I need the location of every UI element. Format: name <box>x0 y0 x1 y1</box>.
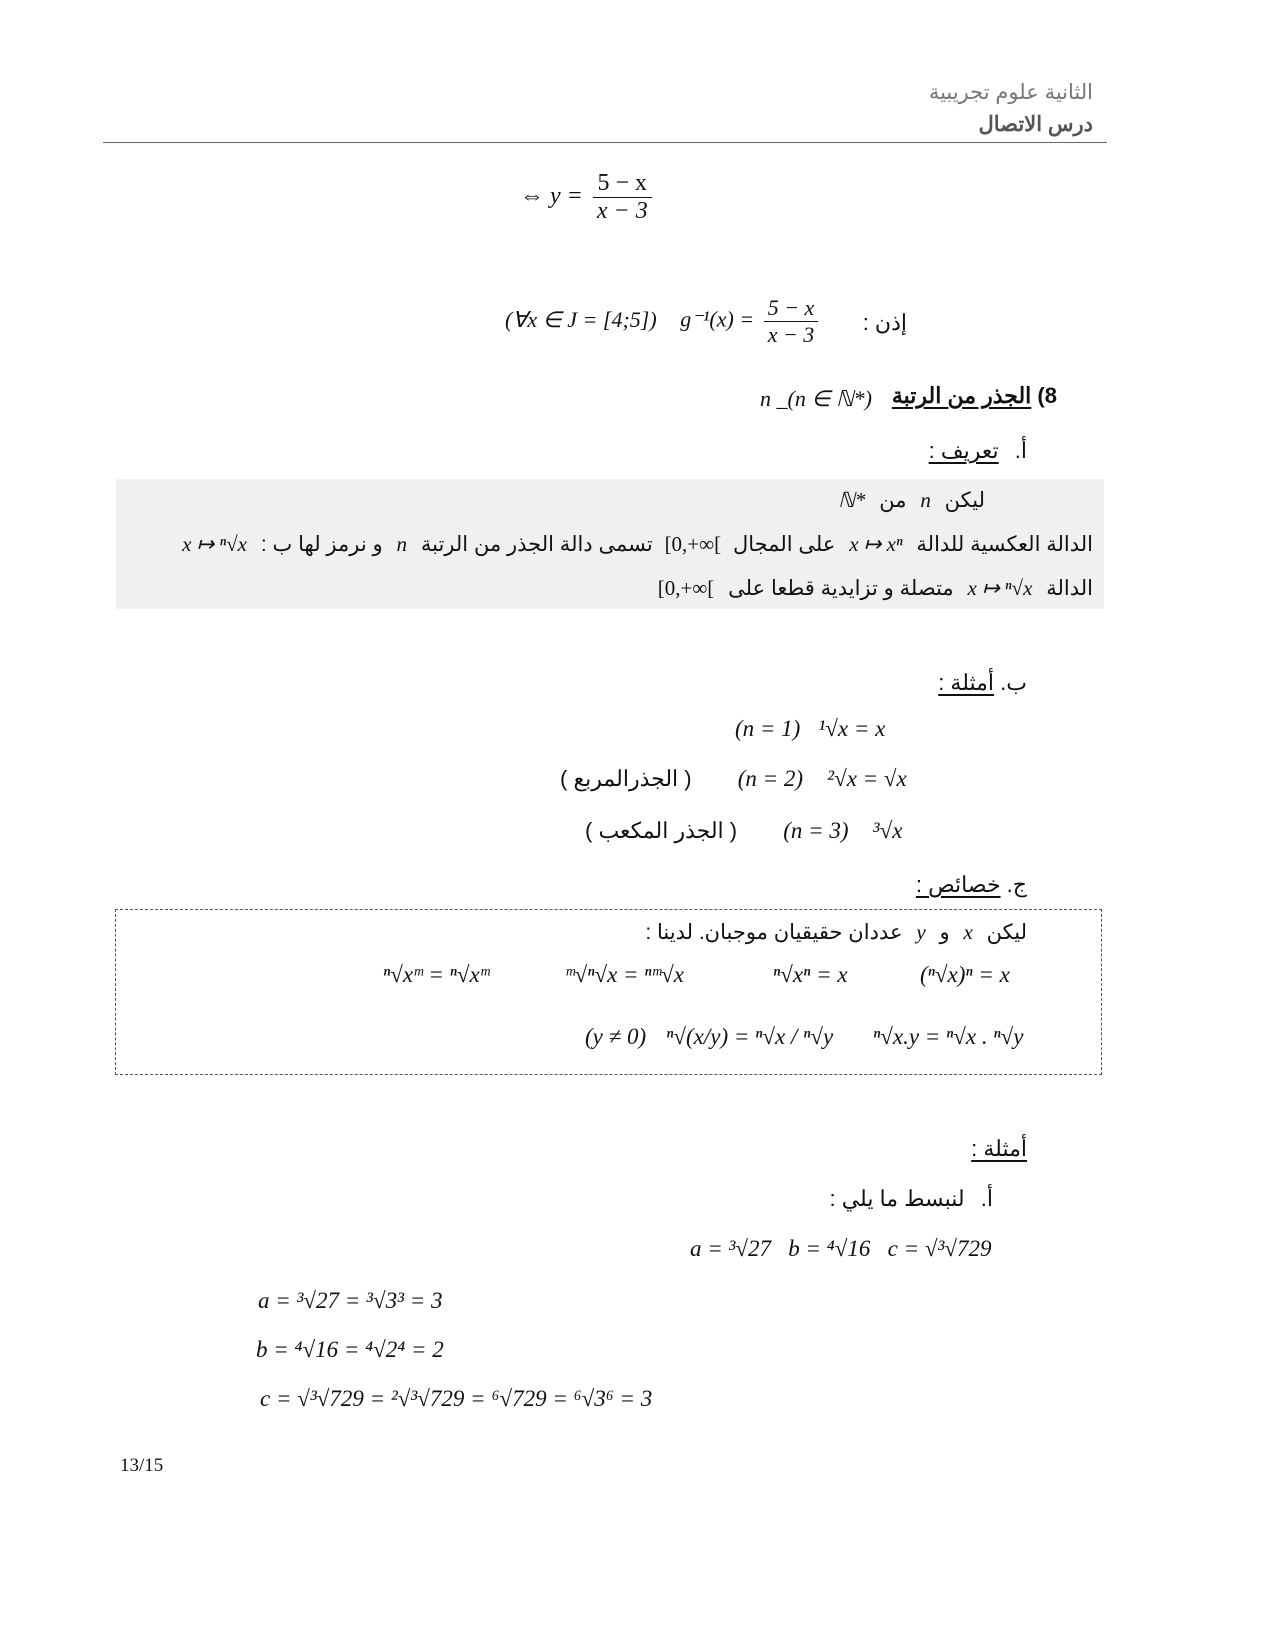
definition-heading <box>929 438 1027 464</box>
section-heading <box>892 383 1057 409</box>
examples2-given: a = ³√27 b = ⁴√16 c = √³√729 <box>690 1236 992 1261</box>
properties-heading: ج. خصائص : <box>915 872 1027 897</box>
definition-title: تعريف : <box>928 438 999 463</box>
section-math: n _(n ∈ ℕ*) <box>760 386 872 411</box>
section-title: الجذر من الرتبة <box>891 383 1032 408</box>
examples-heading: ب. أمثلة : <box>938 670 1027 695</box>
example-n3: ( الجذر المكعب ) (n = 3) ³√x <box>585 818 903 843</box>
solution-c: c = √³√729 = ²√³√729 = ⁶√729 = ⁶√3⁶ = 3 <box>260 1386 653 1411</box>
properties-intro: ليكن x و y عددان حقيقيان موجبان. لدينا : <box>645 920 1027 944</box>
property-4: ⁿ√xᵐ = ⁿ√xᵐ <box>383 962 490 987</box>
examples2-subheading: أ. لنبسط ما يلي : <box>829 1186 993 1211</box>
section-number: 8) <box>1037 383 1057 408</box>
inverse-function: (∀x ∈ J = [4;5]) g⁻¹(x) = $\frac{5 - x}{x - 3}$ <box>505 295 822 348</box>
property-6: (y ≠ 0) ⁿ√(x/y) = ⁿ√x / ⁿ√y <box>585 1024 834 1049</box>
example-n2: ( الجذرالمربع ) (n = 2) ²√x = √x <box>560 766 907 791</box>
lesson-title: درس الاتصال <box>978 113 1093 136</box>
definition-line3: الدالة x ↦ ⁿ√x متصلة و تزايدية قطعا على [0,+∞[ <box>657 576 1093 600</box>
property-1: (ⁿ√x)ⁿ = x <box>920 962 1010 987</box>
header-rule <box>103 142 1107 143</box>
property-5: ⁿ√x.y = ⁿ√x . ⁿ√y <box>873 1024 1024 1049</box>
definition-label: أ. <box>1014 438 1027 463</box>
definition-line2: الدالة العكسية للدالة x ↦ xⁿ على المجال [0,+∞[ تسمى دالة الجذر من الرتبة n و نرمز لها ب : x ↦ ⁿ√x <box>182 532 1093 556</box>
therefore-label: إذن : <box>862 310 907 335</box>
property-2: ⁿ√xⁿ = x <box>773 962 848 987</box>
solution-a: a = ³√27 = ³√3³ = 3 <box>258 1288 443 1313</box>
page-number: 13/15 <box>120 1455 164 1476</box>
examples2-title: أمثلة : <box>971 1136 1027 1161</box>
property-3: ᵐ√ⁿ√x = ⁿᵐ√x <box>565 962 684 987</box>
definition-line1: ليكن n من ℕ* <box>838 488 985 512</box>
equation-y: ⇔ y = $\frac{5 - x}{x - 3}$ <box>520 170 656 225</box>
class-name: الثانية علوم تجريبية <box>928 81 1093 104</box>
example-n1: (n = 1) ¹√x = x <box>735 716 886 741</box>
solution-b: b = ⁴√16 = ⁴√2⁴ = 2 <box>256 1337 444 1362</box>
